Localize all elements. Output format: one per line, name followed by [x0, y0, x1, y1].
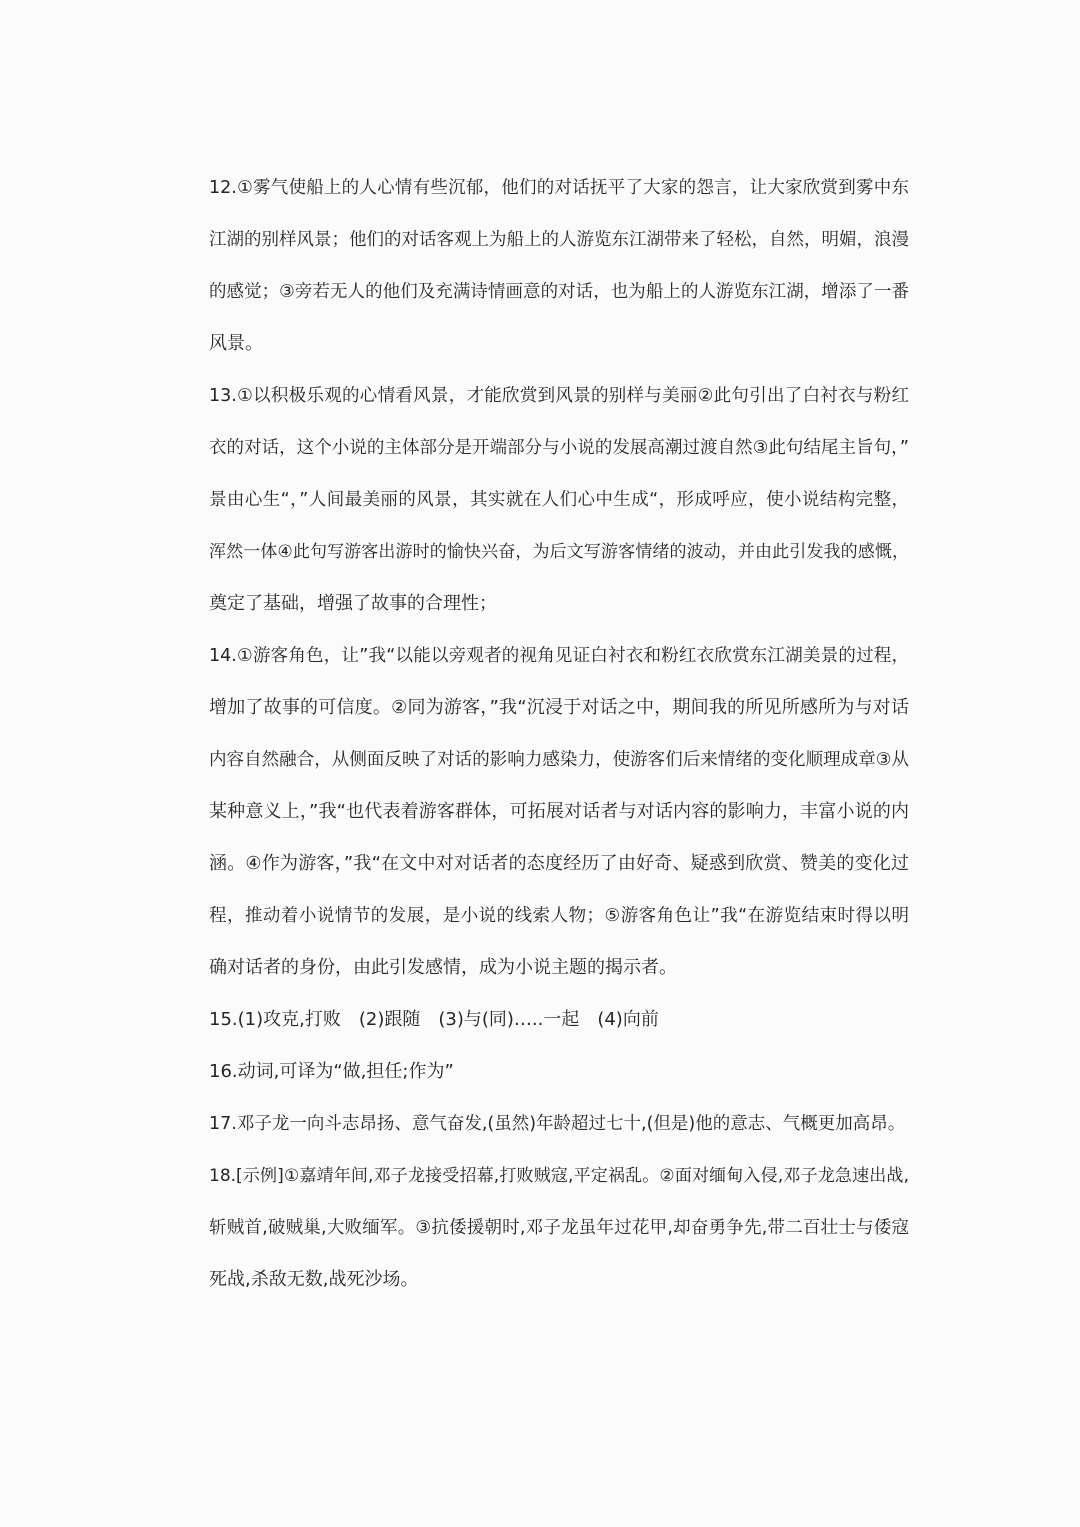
text-line: 15.(1)攻克,打败 (2)跟随 (3)与(同)…..一起 (4)向前 [209, 1009, 659, 1030]
text-line: 18.[示例]①嘉靖年间,邓子龙接受招幕,打败贼寇,平定祸乱。②面对缅甸入侵,邓子龙急速出战, [209, 1166, 909, 1186]
text-line: 某种意义上，”我“也代表着游客群体，可拓展对话者与对话内容的影响力，丰富小说的内 [209, 801, 909, 822]
text-line: 增加了故事的可信度。②同为游客，”我“沉浸于对话之中，期间我的所见所感所为与对话 [209, 697, 909, 718]
answer-text-block [209, 162, 909, 1306]
text-line: 16.动词,可译为“做,担任;作为” [209, 1061, 454, 1082]
text-line: 程，推动着小说情节的发展，是小说的线索人物；⑤游客角色让”我“在游览结束时得以明 [209, 906, 909, 926]
text-line: 死战,杀敌无数,战死沙场。 [209, 1269, 419, 1290]
text-line: 衣的对话，这个小说的主体部分是开端部分与小说的发展高潮过渡自然③此句结尾主旨句，” [209, 438, 909, 458]
text-line: 内容自然融合，从侧面反映了对话的影响力感染力，使游客们后来情绪的变化顺理成章③从 [209, 750, 909, 770]
text-line: 13.①以积极乐观的心情看风景，才能欣赏到风景的别样与美丽②此句引出了白衬衣与粉红 [209, 386, 909, 406]
text-line: 浑然一体④此句写游客出游时的愉快兴奋，为后文写游客情绪的波动，并由此引发我的感慨， [209, 542, 909, 562]
text-line: 14.①游客角色，让”我“以能以旁观者的视角见证白衬衣和粉红衣欣赏东江湖美景的过程， [209, 646, 909, 666]
text-line: 斩贼首,破贼巢,大败缅军。③抗倭援朝时,邓子龙虽年过花甲,却奋勇争先,带二百壮士与倭寇 [209, 1218, 909, 1238]
text-line: 景由心生“，”人间最美丽的风景，其实就在人们心中生成“，形成呼应，使小说结构完整， [209, 490, 909, 510]
text-line: 奠定了基础，增强了故事的合理性； [209, 593, 497, 614]
text-line: 17.邓子龙一向斗志昂扬、意气奋发,(虽然)年龄超过七十,(但是)他的意志、气概更加高昂。 [209, 1114, 906, 1134]
text-line: 确对话者的身份，由此引发感情，成为小说主题的揭示者。 [209, 957, 677, 978]
text-line: 风景。 [209, 333, 263, 354]
text-line: 的感觉；③旁若无人的他们及充满诗情画意的对话，也为船上的人游览东江湖，增添了一番 [209, 282, 909, 302]
text-line: 江湖的别样风景；他们的对话客观上为船上的人游览东江湖带来了轻松，自然，明媚，浪漫 [209, 230, 909, 250]
text-line: 涵。④作为游客，”我“在文中对对话者的态度经历了由好奇、疑惑到欣赏、赞美的变化过 [209, 853, 909, 874]
text-line: 12.①雾气使船上的人心情有些沉郁，他们的对话抚平了大家的怨言，让大家欣赏到雾中东 [209, 178, 909, 198]
